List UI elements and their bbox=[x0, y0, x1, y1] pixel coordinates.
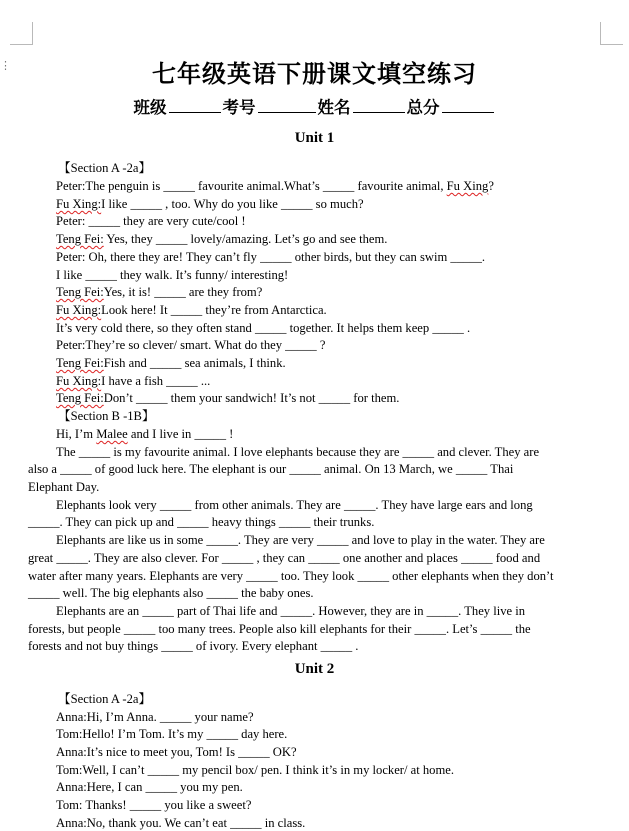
speaker-name: Fu Xing: bbox=[56, 303, 102, 317]
dialog-line bbox=[56, 249, 485, 265]
crop-mark-top-left bbox=[10, 22, 33, 45]
dialog-text: Fish and _____ sea animals, I think. bbox=[103, 356, 286, 370]
paragraph-line: water after many years. Elephants are very _____ too. They look _____ other elephants when they don’t bbox=[28, 569, 554, 583]
dialog-line bbox=[56, 178, 494, 194]
speaker-name: Peter: bbox=[56, 214, 86, 228]
dialog-text: _____ they are very cute/cool ! bbox=[85, 214, 246, 228]
margin-marker-icon: ⋮ bbox=[0, 60, 11, 72]
speaker-name: Peter: bbox=[56, 179, 86, 193]
dialog-text: I like _____ , too. Why do you like _____ so much? bbox=[101, 197, 364, 211]
dialog-line bbox=[56, 390, 399, 406]
speaker-name: Teng Fei: bbox=[56, 356, 104, 370]
number-blank bbox=[258, 93, 316, 113]
paragraph-line: great _____. They are also clever. For _____ , they can _____ one another and places _____ food and bbox=[28, 551, 541, 565]
speaker-name: Teng Fei: bbox=[56, 232, 104, 246]
paragraph-line: forests, but people _____ too many trees. People also kill elephants for their _____. Let’s _____ the bbox=[28, 622, 531, 636]
dialog-line bbox=[56, 284, 262, 300]
dialog-text: Don’t _____ them your sandwich! It’s not _____ for them. bbox=[103, 391, 400, 405]
speaker-name: Peter: bbox=[56, 338, 86, 352]
speaker-name: Teng Fei: bbox=[56, 285, 104, 299]
section-heading: 【Section A -2a】 bbox=[58, 161, 152, 175]
paragraph-line: Elephants look very _____ from other animals. They are _____. They have large ears and long bbox=[56, 498, 533, 512]
dialog-text: Oh, there they are! They can’t fly _____ other birds, but they can swim _____. bbox=[85, 250, 486, 264]
dialog-line bbox=[56, 815, 305, 831]
speaker-name: Teng Fei: bbox=[56, 391, 104, 405]
dialog-line bbox=[56, 762, 454, 778]
paragraph-line: Hi, I’m Malee and I live in _____ ! bbox=[56, 427, 234, 441]
name-label: 姓名 bbox=[317, 98, 351, 117]
dialog-line bbox=[56, 213, 246, 229]
speaker-name: Tom: bbox=[56, 798, 83, 812]
dialog-line bbox=[56, 302, 327, 318]
dialog-text: Yes, it is! _____ are they from? bbox=[103, 285, 263, 299]
speaker-name: Anna: bbox=[56, 780, 87, 794]
paragraph-line: _____ well. The big elephants also _____ the baby ones. bbox=[28, 586, 314, 600]
proper-name: Fu Xing bbox=[446, 179, 489, 193]
speaker-name: Tom: bbox=[56, 763, 83, 777]
number-label: 考号 bbox=[222, 98, 256, 117]
speaker-name: Peter: bbox=[56, 250, 86, 264]
dialog-text: Here, I can _____ you my pen. bbox=[86, 780, 243, 794]
document-title: 七年级英语下册课文填空练习 bbox=[152, 60, 477, 88]
dialog-line bbox=[56, 709, 254, 725]
paragraph-line: Elephants are like us in some _____. They are very _____ and love to play in the water. They are bbox=[56, 533, 545, 547]
dialog-line bbox=[56, 744, 297, 760]
dialog-text: Thanks! _____ you like a sweet? bbox=[82, 798, 252, 812]
dialog-text: The penguin is _____ favourite animal.What’s _____ favourite animal, Fu Xing? bbox=[85, 179, 494, 193]
dialog-text: I have a fish _____ ... bbox=[101, 374, 211, 388]
dialog-line bbox=[56, 726, 287, 742]
paragraph-line: _____. They can pick up and _____ heavy things _____ their trunks. bbox=[28, 515, 375, 529]
unit-heading: Unit 1 bbox=[294, 130, 335, 146]
paragraph-line: Elephants are an _____ part of Thai life and _____. However, they are in _____. They live in bbox=[56, 604, 526, 618]
name-blank bbox=[353, 93, 405, 113]
dialog-text: Well, I can’t _____ my pencil box/ pen. I think it’s in my locker/ at home. bbox=[82, 763, 455, 777]
speaker-name: Anna: bbox=[56, 745, 87, 759]
dialog-line bbox=[56, 231, 387, 247]
dialog-line bbox=[56, 355, 286, 371]
speaker-name: Fu Xing: bbox=[56, 197, 102, 211]
section-heading: 【Section B -1B】 bbox=[58, 409, 155, 423]
crop-mark-top-right bbox=[600, 22, 623, 45]
paragraph-line: also a _____ of good luck here. The elephant is our _____ animal. On 13 March, we _____ Thai bbox=[28, 462, 514, 476]
dialog-line bbox=[56, 196, 364, 212]
dialog-text: Look here! It _____ they’re from Antarctica. bbox=[101, 303, 327, 317]
dialog-line bbox=[56, 373, 210, 389]
score-label: 总分 bbox=[406, 98, 440, 117]
class-label: 班级 bbox=[133, 98, 167, 117]
dialog-text: Hello! I’m Tom. It’s my _____ day here. bbox=[82, 727, 288, 741]
class-blank bbox=[169, 93, 221, 113]
dialog-text: No, thank you. We can’t eat _____ in class. bbox=[86, 816, 306, 830]
section-heading: 【Section A -2a】 bbox=[58, 692, 152, 706]
dialog-line bbox=[56, 337, 325, 353]
speaker-name: Anna: bbox=[56, 816, 87, 830]
paragraph-line: The _____ is my favourite animal. I love elephants because they are _____ and clever. They are bbox=[56, 445, 540, 459]
unit-heading: Unit 2 bbox=[294, 661, 335, 677]
speaker-name: Fu Xing: bbox=[56, 374, 102, 388]
dialog-text: It’s nice to meet you, Tom! Is _____ OK? bbox=[86, 745, 297, 759]
paragraph-line: forests and not buy things _____ of ivory. Every elephant _____ . bbox=[28, 639, 359, 653]
dialog-text: Yes, they _____ lovely/amazing. Let’s go and see them. bbox=[103, 232, 388, 246]
dialog-text: They’re so clever/ smart. What do they _____ ? bbox=[85, 338, 326, 352]
paragraph-line: I like _____ they walk. It’s funny/ interesting! bbox=[56, 268, 289, 282]
speaker-name: Anna: bbox=[56, 710, 87, 724]
speaker-name: Tom: bbox=[56, 727, 83, 741]
paragraph-line: It’s very cold there, so they often stand _____ together. It helps them keep _____ . bbox=[56, 321, 471, 335]
dialog-text: Hi, I’m Anna. _____ your name? bbox=[86, 710, 254, 724]
dialog-line bbox=[56, 779, 243, 795]
paragraph-line: Elephant Day. bbox=[28, 480, 100, 494]
dialog-line bbox=[56, 797, 251, 813]
score-blank bbox=[442, 93, 494, 113]
proper-name: Malee bbox=[96, 427, 128, 441]
student-info-line bbox=[0, 93, 629, 118]
